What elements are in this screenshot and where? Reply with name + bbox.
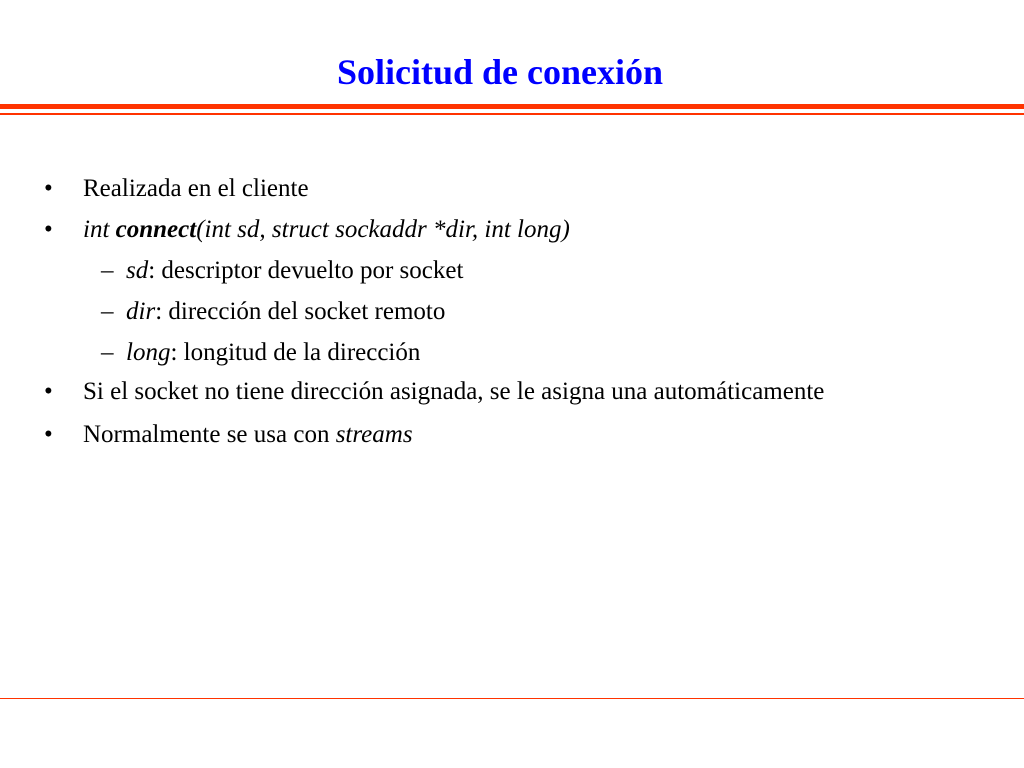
- dash-mark: –: [101, 298, 114, 325]
- sub-item-sd: [44, 250, 984, 291]
- bullet-text: Normalmente se usa con: [83, 421, 336, 448]
- code-return-type: int: [83, 216, 110, 243]
- bullet-mark: •: [44, 216, 53, 243]
- bullet-item-realizada: [44, 168, 984, 209]
- bullet-text: Realizada en el cliente: [83, 175, 309, 202]
- bullet-text: Si el socket no tiene dirección asignada, se le asigna una automáticamente: [83, 378, 825, 405]
- bullet-item-connect: [44, 209, 984, 250]
- footer-rule: [0, 698, 1024, 699]
- bullet-emphasis: streams: [335, 421, 413, 448]
- slide-title: Solicitud de conexión: [336, 52, 664, 92]
- sub-item-term: long: [126, 339, 171, 366]
- sub-item-long: [44, 332, 984, 373]
- title-rule-thick: [0, 104, 1024, 109]
- dash-mark: –: [101, 339, 114, 366]
- sub-item-desc: : descriptor devuelto por socket: [148, 257, 464, 284]
- sub-item-desc: : longitud de la dirección: [170, 339, 421, 366]
- sub-item-term: dir: [126, 298, 156, 325]
- sub-item-desc: : dirección del socket remoto: [155, 298, 446, 325]
- bullet-list: [44, 168, 984, 455]
- sub-item-dir: [44, 291, 984, 332]
- code-function-name: connect: [115, 216, 197, 243]
- code-parameters: (int sd, struct sockaddr *dir, int long): [196, 216, 570, 243]
- title-rule-thin: [0, 113, 1024, 115]
- bullet-mark: •: [44, 175, 53, 202]
- bullet-mark: •: [44, 421, 53, 448]
- bullet-item-streams: [44, 414, 984, 455]
- sub-item-term: sd: [126, 257, 149, 284]
- dash-mark: –: [101, 257, 114, 284]
- bullet-mark: •: [44, 378, 53, 405]
- bullet-item-direccion: [44, 373, 984, 414]
